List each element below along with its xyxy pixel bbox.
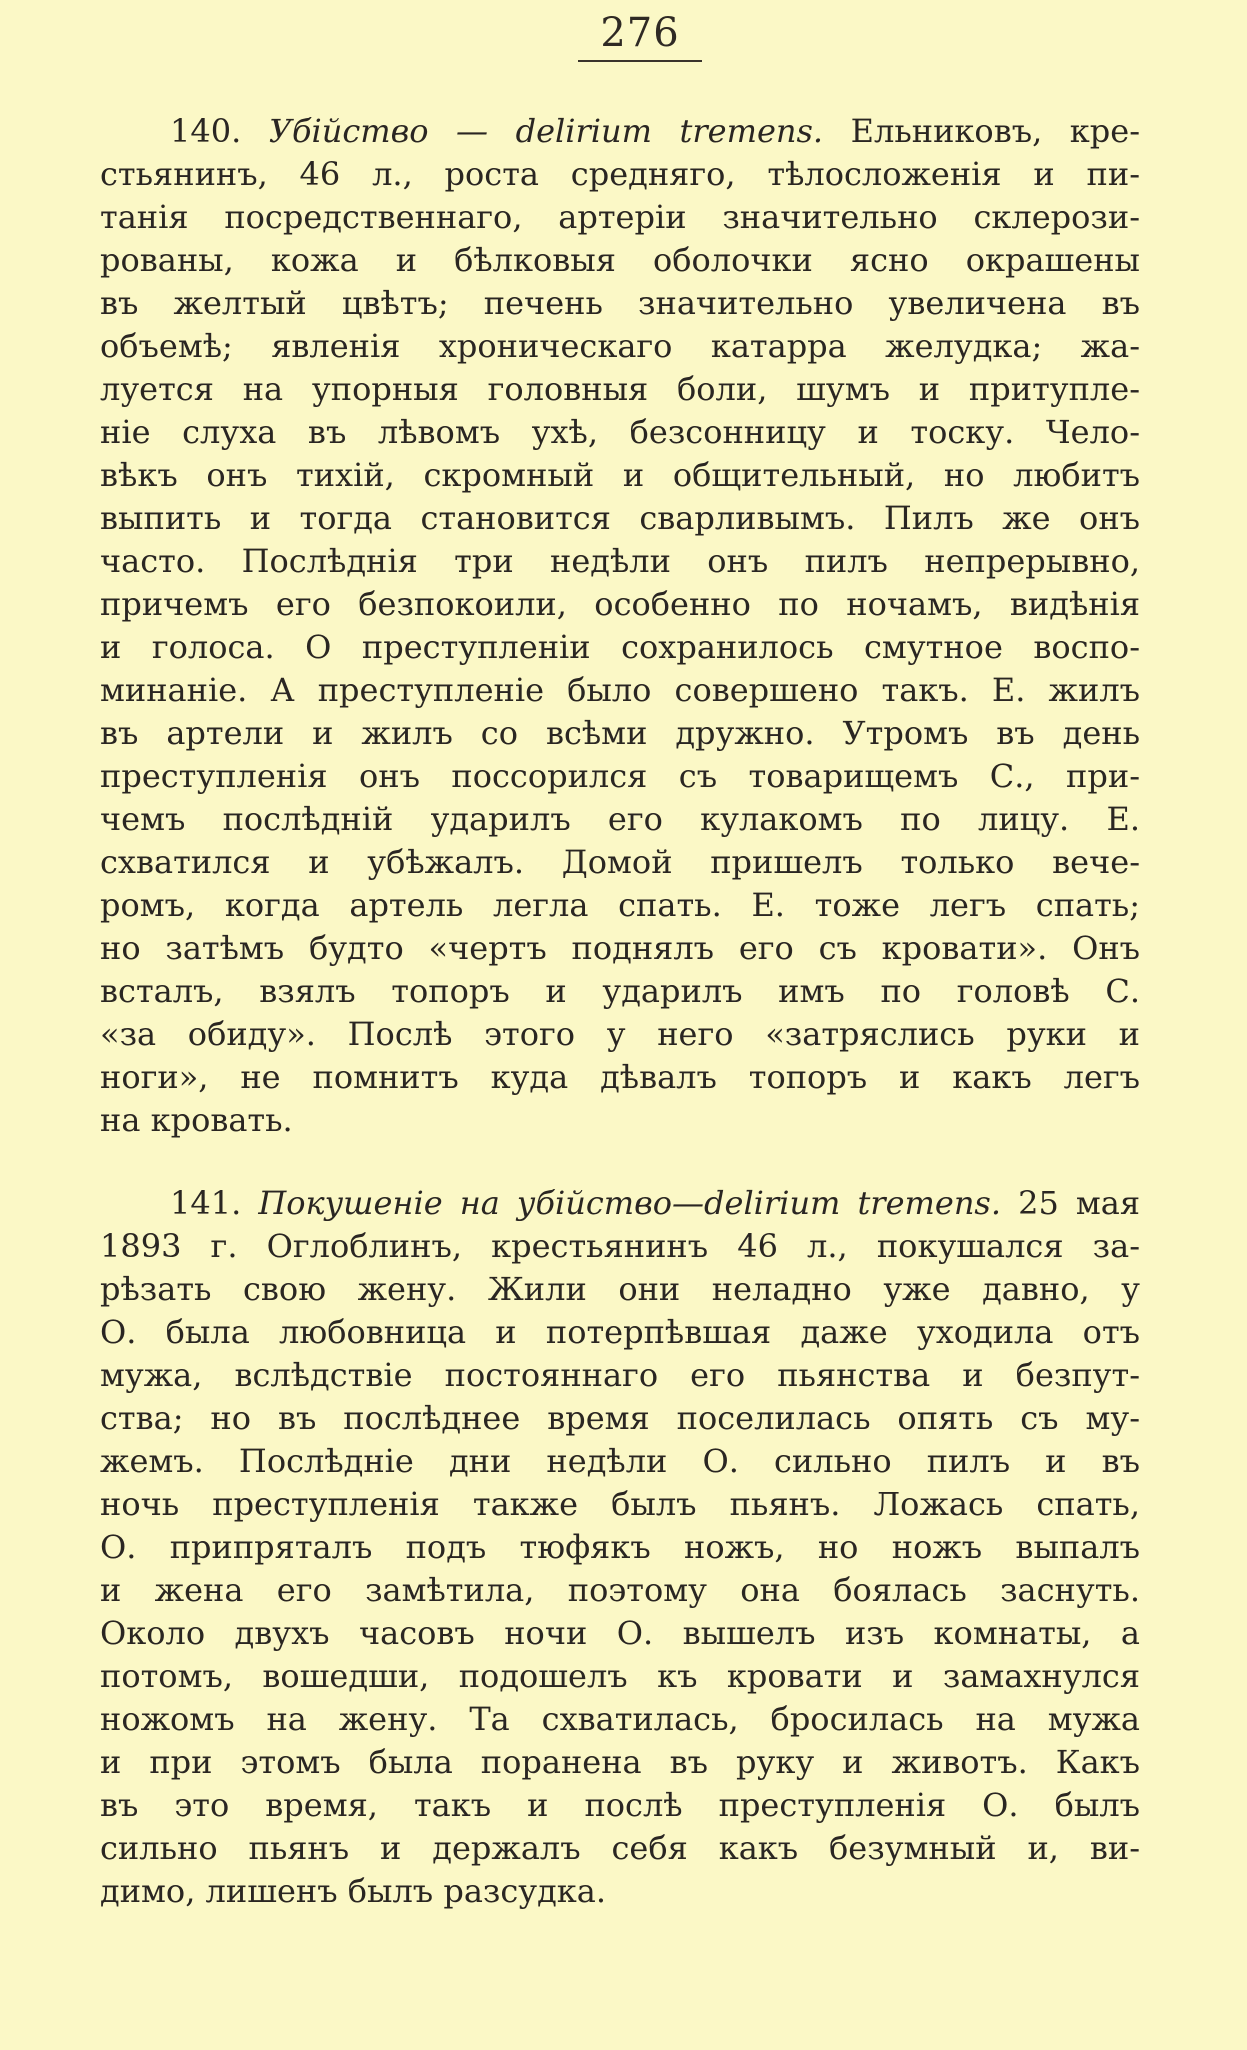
entry-line: ромъ, когда артель легла спать. Е. тоже легъ спать; (100, 886, 1140, 924)
entry-line: всталъ, взялъ топоръ и ударилъ имъ по головѣ С. (100, 972, 1140, 1010)
entry-line: ночь преступленія также былъ пьянъ. Ложась спать, (100, 1485, 1140, 1523)
entry-line: причемъ его безпокоили, особенно по ночамъ, видѣнія (100, 585, 1140, 623)
entry-line: луется на упорныя головныя боли, шумъ и притупле- (100, 370, 1140, 408)
entry-line: выпить и тогда становится сварливымъ. Пилъ же онъ (100, 499, 1140, 537)
entry-number: 141. (170, 1184, 242, 1222)
entry-line: «за обиду». Послѣ этого у него «затряслись руки и (100, 1015, 1140, 1053)
entry-line: часто. Послѣднія три недѣли онъ пилъ непрерывно, (100, 542, 1140, 580)
entry-line: но затѣмъ будто «чертъ поднялъ его съ кровати». Онъ (100, 929, 1140, 967)
entry-line: и голоса. О преступленіи сохранилось смутное воспо- (100, 628, 1140, 666)
entry-line: преступленія онъ поссорился съ товарищемъ С., при- (100, 757, 1140, 795)
entry-line: стьянинъ, 46 л., роста средняго, тѣлосложенія и пи- (100, 155, 1140, 193)
entry-line: ства; но въ послѣднее время поселилась опять съ му- (100, 1399, 1140, 1437)
entry-title: Покушеніе на убійство—delirium tremens. (258, 1184, 1002, 1222)
entry-line: ножомъ на жену. Та схватилась, бросилась на мужа (100, 1700, 1140, 1738)
entry-line: и при этомъ была поранена въ руку и животъ. Какъ (100, 1743, 1140, 1781)
entry-line: въ артели и жилъ со всѣми дружно. Утромъ въ день (100, 714, 1140, 752)
entry-line: на кровать. (100, 1101, 293, 1139)
page-number: 276 (600, 10, 680, 56)
entry-line: димо, лишенъ былъ разсудка. (100, 1872, 607, 1910)
entry-line: 1893 г. Оглоблинъ, крестьянинъ 46 л., покушался за- (100, 1227, 1140, 1265)
entry-line: вѣкъ онъ тихій, скромный и общительный, но любитъ (100, 456, 1140, 494)
case-entry-140 (100, 110, 1140, 1142)
entry-number: 140. (170, 112, 242, 150)
entry-line: О. была любовница и потерпѣвшая даже уходила отъ (100, 1313, 1140, 1351)
page-number-rule (578, 60, 702, 62)
entry-line: чемъ послѣдній ударилъ его кулакомъ по лицу. Е. (100, 800, 1140, 838)
entry-line: ніе слуха въ лѣвомъ ухѣ, безсонницу и тоску. Чело- (100, 413, 1140, 451)
entry-first-line (100, 1182, 1140, 1225)
entry-line: и жена его замѣтила, поэтому она боялась заснуть. (100, 1571, 1140, 1609)
entry-line: Ельниковъ, кре- (850, 112, 1140, 150)
entry-line: О. припряталъ подъ тюфякъ ножъ, но ножъ выпалъ (100, 1528, 1140, 1566)
entry-line: объемѣ; явленія хроническаго катарра желудка; жа- (100, 327, 1140, 365)
entry-line: сильно пьянъ и держалъ себя какъ безумный и, ви- (100, 1829, 1140, 1867)
entry-first-line (100, 110, 1140, 153)
entry-line: 25 мая (1018, 1184, 1140, 1222)
entry-line: минаніе. А преступленіе было совершено такъ. Е. жилъ (100, 671, 1140, 709)
entry-line: въ желтый цвѣтъ; печень значительно увеличена въ (100, 284, 1140, 322)
case-entry-141 (100, 1182, 1140, 1913)
entry-line: ноги», не помнитъ куда дѣвалъ топоръ и какъ легъ (100, 1058, 1140, 1096)
entry-line: въ это время, такъ и послѣ преступленія О. былъ (100, 1786, 1140, 1824)
entry-line: жемъ. Послѣдніе дни недѣли О. сильно пилъ и въ (100, 1442, 1140, 1480)
entry-line: рѣзать свою жену. Жили они неладно уже давно, у (100, 1270, 1140, 1308)
entry-title: Убійство — delirium tremens. (268, 112, 824, 150)
entry-line: танія посредственнаго, артеріи значительно склерози- (100, 198, 1140, 236)
entry-line: схватился и убѣжалъ. Домой пришелъ только вече- (100, 843, 1140, 881)
entry-line: Около двухъ часовъ ночи О. вышелъ изъ комнаты, а (100, 1614, 1140, 1652)
entry-line: потомъ, вошедши, подошелъ къ кровати и замахнулся (100, 1657, 1140, 1695)
entry-line: рованы, кожа и бѣлковыя оболочки ясно окрашены (100, 241, 1140, 279)
entry-line: мужа, вслѣдствіе постояннаго его пьянства и безпут- (100, 1356, 1140, 1394)
